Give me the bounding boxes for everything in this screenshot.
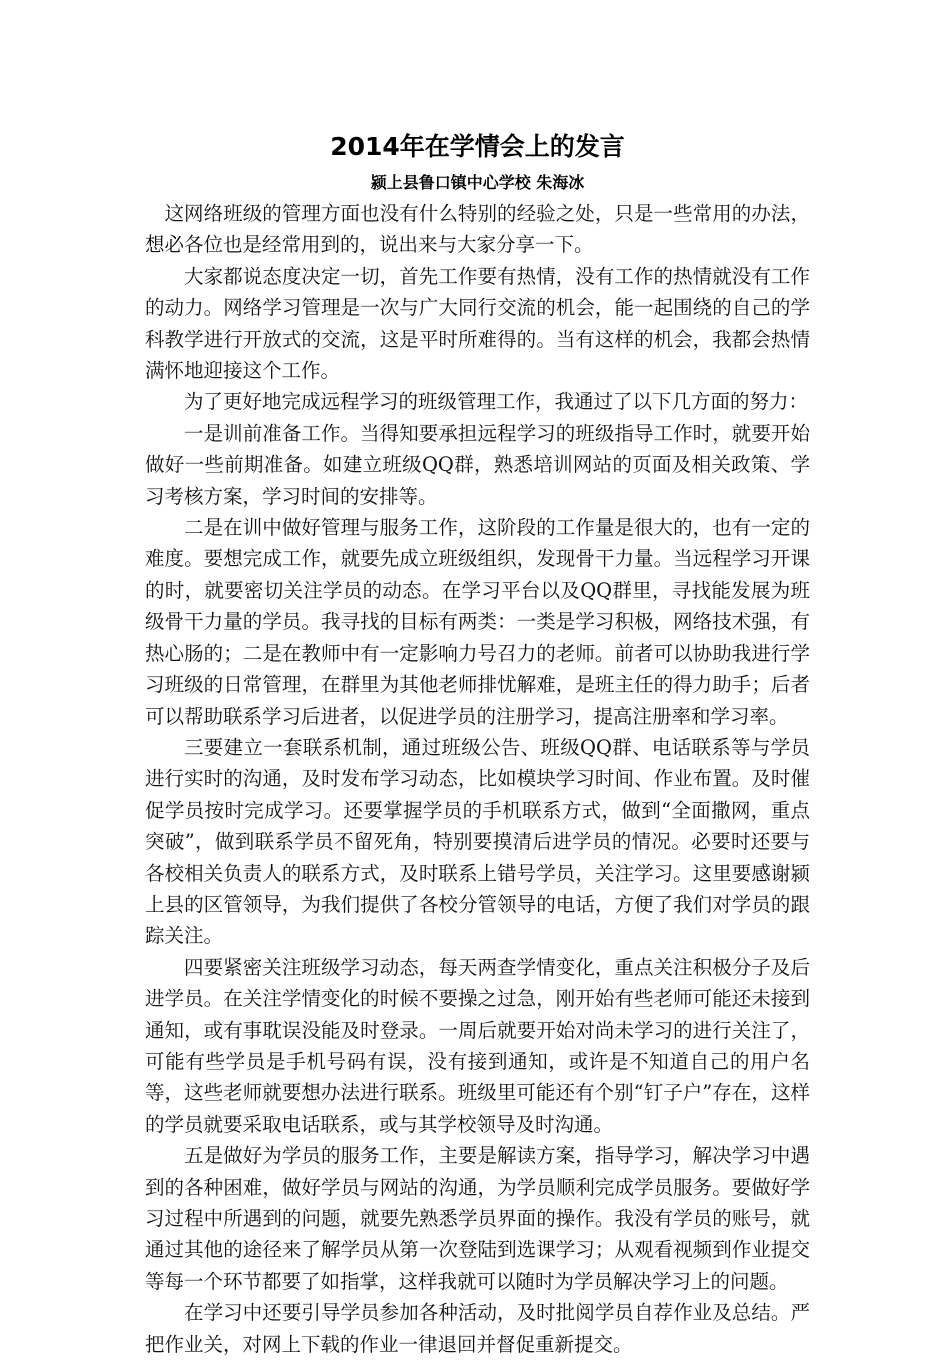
paragraph-point-one: 一是训前准备工作。当得知要承担远程学习的班级指导工作时，就要开始做好一些前期准备。如建立班级QQ群，熟悉培训网站的页面及相关政策、学习考核方案，学习时间的安排等。	[145, 421, 810, 508]
document-content	[145, 128, 810, 1360]
paragraph-efforts-intro: 为了更好地完成远程学习的班级管理工作，我通过了以下几方面的努力：	[184, 390, 809, 414]
paragraph-attitude: 大家都说态度决定一切，首先工作要有热情，没有工作的热情就没有工作的动力。网络学习管理是一次与广大同行交流的机会，能一起围绕的自己的学科教学进行开放式的交流，这是平时所难得的。当有这样的机会，我都会热情满怀地迎接这个工作。	[145, 264, 810, 383]
paragraph-point-two: 二是在训中做好管理与服务工作，这阶段的工作量是很大的，也有一定的难度。要想完成工作，就要先成立班级组织，发现骨干力量。当远程学习开课的时，就要密切关注学员的动态。在学习平台以及QQ群里，寻找能发展为班级骨干力量的学员。我寻找的目标有两类：一类是学习积极，网络技术强，有热心肠的；二是在教师中有一定影响力号召力的老师。前者可以协助我进行学习班级的日常管理，在群里为其他老师排忧解难，是班主任的得力助手；后者可以帮助联系学习后进者，以促进学员的注册学习，提高注册率和学习率。	[145, 516, 810, 728]
paragraph-intro: 这网络班级的管理方面也没有什么特别的经验之处，只是一些常用的办法，想必各位也是经常用到的，说出来与大家分享一下。	[145, 202, 810, 257]
paragraph-point-five: 五是做好为学员的服务工作，主要是解读方案，指导学习，解决学习中遇到的各种困难，做好学员与网站的沟通，为学员顺利完成学员服务。要做好学习过程中所遇到的问题，就要先熟悉学员界面的操作。我没有学员的账号，就通过其他的途径来了解学员从第一次登陆到选课学习；从观看视频到作业提交等每一个环节都要了如指掌，这样我就可以随时为学员解决学习上的问题。	[145, 1144, 810, 1293]
document-body	[145, 198, 810, 1360]
paragraph-point-three: 三要建立一套联系机制，通过班级公告、班级QQ群、电话联系等与学员进行实时的沟通，及时发布学习动态，比如模块学习时间、作业布置。及时催促学员按时完成学习。还要掌握学员的手机联系方式，做到“全面撒网，重点突破”，做到联系学员不留死角，特别要摸清后进学员的情况。必要时还要与各校相关负责人的联系方式，及时联系上错号学员，关注学习。这里要感谢颍上县的区管领导，为我们提供了各校分管领导的电话，方便了我们对学员的跟踪关注。	[145, 735, 810, 948]
document-title: 2014年在学情会上的发言	[330, 132, 625, 161]
paragraph-point-four: 四要紧密关注班级学习动态，每天两查学情变化，重点关注积极分子及后进学员。在关注学情变化的时候不要操之过急，刚开始有些老师可能还未接到通知，或有事耽误没能及时登录。一周后就要开始对尚未学习的进行关注了，可能有些学员是手机号码有误，没有接到通知，或许是不知道自己的用户名等，这些老师就要想办法进行联系。班级里可能还有个别“钉子户”存在，这样的学员就要采取电话联系，或与其学校领导及时沟通。	[145, 955, 810, 1136]
paragraph-closing: 在学习中还要引导学员参加各种活动，及时批阅学员自荐作业及总结。严把作业关，对网上下载的作业一律退回并督促重新提交。	[145, 1301, 810, 1356]
author-line: 颍上县鲁口镇中心学校 朱海冰	[370, 173, 585, 192]
